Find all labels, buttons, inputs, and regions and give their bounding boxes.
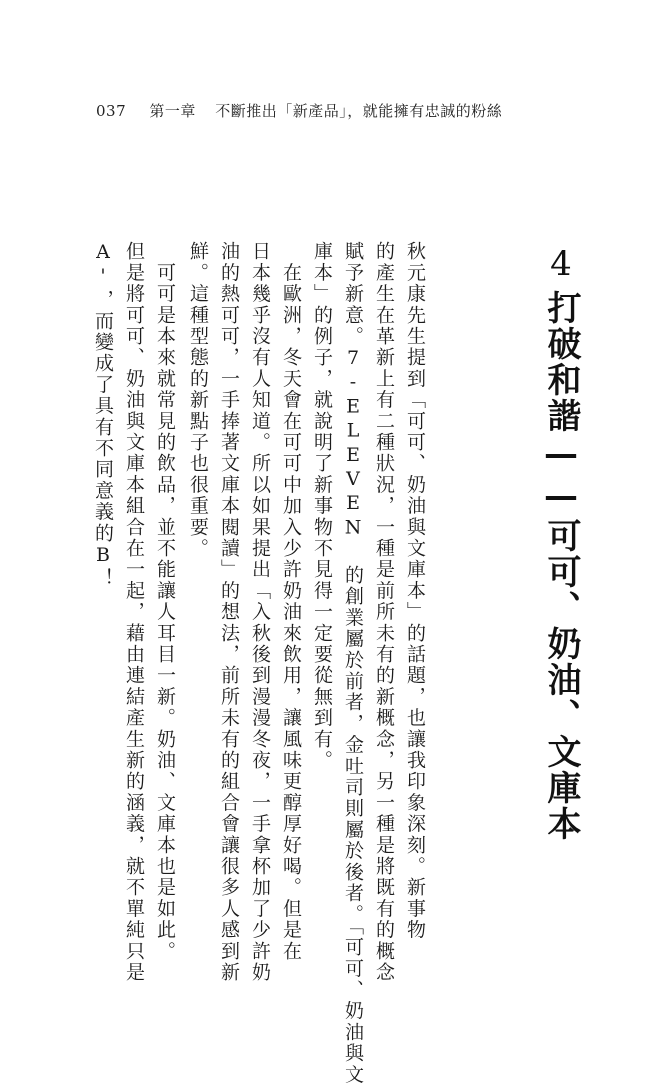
running-header <box>96 100 502 121</box>
body-column-6: 日本幾乎沒有人知道。所以如果提出「入秋後到漫漫冬夜，一手拿杯加了少許奶 <box>249 241 271 983</box>
body-column-2: 的產生在革新上有二種狀況，一種是前所未有的新概念，另一種是將既有的概念 <box>373 241 395 983</box>
section-number: 4 <box>550 244 572 284</box>
body-column-5: 在歐洲，冬天會在可可中加入少許奶油來飲用，讓風味更醇厚好喝。但是在 <box>280 241 302 962</box>
body-column-3: 賦予新意。7-ELEVEN 的創業屬於前者，金吐司則屬於後者。「可可、奶油與文 <box>342 241 364 1085</box>
body-column-8: 鮮。這種型態的新點子也很重要。 <box>187 241 209 559</box>
body-column-7: 油的熱可可，一手捧著文庫本閱讀」的想法，前所未有的組合會讓很多人感到新 <box>218 241 240 983</box>
chapter-label: 第一章 <box>149 102 196 120</box>
section-title: 打破和諧——可可、奶油、文庫本 <box>541 290 581 842</box>
page-number: 037 <box>96 102 127 120</box>
body-column-1: 秋元康先生提到「可可、奶油與文庫本」的話題，也讓我印象深刻。新事物 <box>404 241 426 941</box>
chapter-title: 不斷推出「新產品」，就能擁有忠誠的粉絲 <box>215 102 503 120</box>
body-column-10: 但是將可可、奶油與文庫本組合在一起，藉由連結產生新的涵義，就不單純只是 <box>123 241 145 983</box>
body-column-4: 庫本」的例子，就說明了新事物不見得一定要從無到有。 <box>311 241 333 771</box>
body-column-11: A'，而變成了具有不同意義的B！ <box>92 241 114 590</box>
body-column-9: 可可是本來就常見的飲品，並不能讓人耳目一新。奶油、文庫本也是如此。 <box>154 241 176 962</box>
